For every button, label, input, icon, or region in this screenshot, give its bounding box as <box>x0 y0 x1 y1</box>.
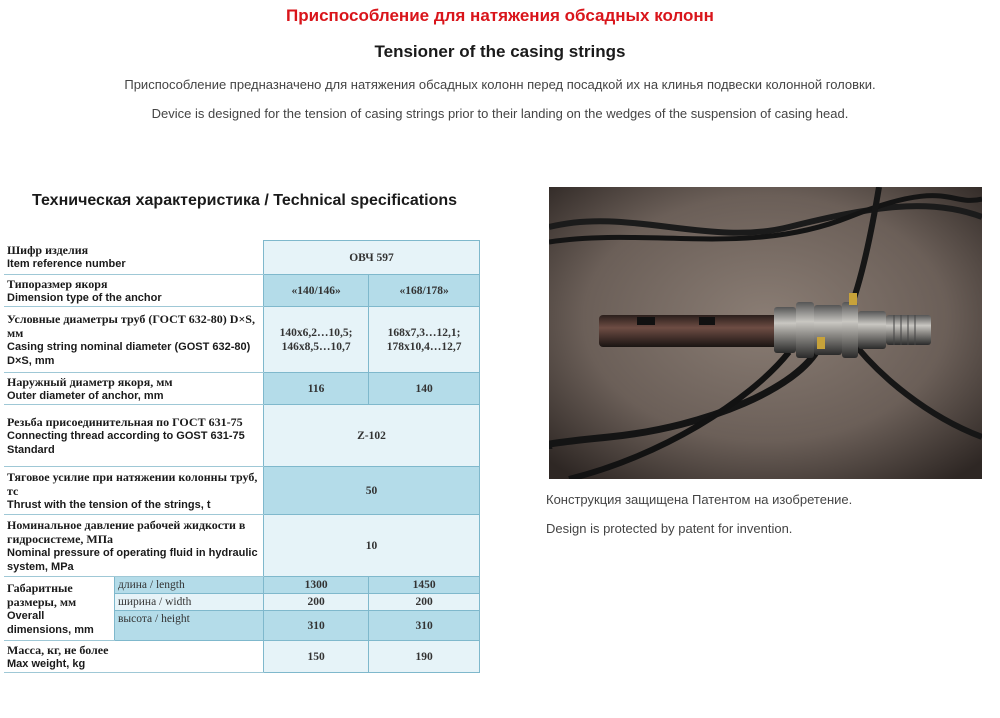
dimension-sublabel: длина / length <box>115 577 264 594</box>
table-row <box>4 577 480 594</box>
value-cell: 116 <box>264 373 369 405</box>
specs-table <box>4 240 480 673</box>
table-row <box>4 275 480 307</box>
label-ru: Резьба присоединительная по ГОСТ 631-75 <box>7 414 243 429</box>
row-label <box>4 307 264 373</box>
value-cell: 1300 <box>264 577 369 594</box>
row-label <box>4 515 264 577</box>
row-label <box>4 373 264 405</box>
row-label <box>4 275 264 307</box>
row-label <box>4 641 264 673</box>
specs-heading: Техническая характеристика / Technical specifications <box>32 192 458 209</box>
label-ru: Масса, кг, не более <box>7 642 109 657</box>
dimension-sublabel: высота / height <box>115 611 264 641</box>
value-cell: 140 <box>369 373 480 405</box>
value-cell: 310 <box>264 611 369 641</box>
photo-caption-en: Design is protected by patent for invention. <box>546 521 793 536</box>
description-en: Device is designed for the tension of casing strings prior to their landing on the wedges of the suspension of casing head. <box>151 106 849 121</box>
value-cell: 200 <box>369 594 480 611</box>
value-cell: 1450 <box>369 577 480 594</box>
value-cell: 50 <box>264 467 480 515</box>
table-row <box>4 241 480 275</box>
value-cell: 10 <box>264 515 480 577</box>
page-title-ru: Приспособление для натяжения обсадных колонн <box>286 6 714 25</box>
value-cell: Z-102 <box>264 405 480 467</box>
value-cell: 200 <box>264 594 369 611</box>
table-row <box>4 373 480 405</box>
description-ru: Приспособление предназначено для натяжения обсадных колонн перед посадкой их на клинья подвески колонной головки. <box>124 77 876 92</box>
value-cell: 190 <box>369 641 480 673</box>
label-en: Casing string nominal diameter (GOST 632-80) D×S, mm <box>7 340 251 367</box>
row-label <box>4 241 264 275</box>
label-en: Max weight, kg <box>7 657 86 670</box>
label-ru: Условные диаметры труб (ГОСТ 632-80) D×S, мм <box>7 311 255 340</box>
product-photo <box>549 187 982 479</box>
label-en: Item reference number <box>7 258 126 271</box>
label-en: Dimension type of the anchor <box>7 291 162 304</box>
page-title-en: Tensioner of the casing strings <box>374 42 626 61</box>
row-label <box>4 405 264 467</box>
value-cell: ОВЧ 597 <box>264 241 480 275</box>
value-cell: 150 <box>264 641 369 673</box>
table-row <box>4 515 480 577</box>
label-en: Outer diameter of anchor, mm <box>7 389 164 402</box>
label-en: Overall dimensions, mm <box>7 609 94 636</box>
label-en: Thrust with the tension of the strings, t <box>7 498 211 511</box>
label-ru: Габаритные размеры, мм <box>7 580 77 609</box>
label-ru: Типоразмер якоря <box>7 276 108 291</box>
label-en: Connecting thread according to GOST 631-75 Standard <box>7 429 245 456</box>
value-cell: 140х6,2…10,5; 146х8,5…10,7 <box>264 307 369 373</box>
value-cell: «140/146» <box>264 275 369 307</box>
value-cell: 168х7,3…12,1; 178х10,4…12,7 <box>369 307 480 373</box>
value-cell: 310 <box>369 611 480 641</box>
label-ru: Тяговое усилие при натяжении колонны труб, тс <box>7 469 258 498</box>
table-row <box>4 307 480 373</box>
label-ru: Номинальное давление рабочей жидкости в гидросистеме, МПа <box>7 517 246 546</box>
value-cell: «168/178» <box>369 275 480 307</box>
label-ru: Шифр изделия <box>7 243 89 258</box>
label-ru: Наружный диаметр якоря, мм <box>7 374 173 389</box>
label-en: Nominal pressure of operating fluid in hydraulic system, MPa <box>7 546 258 573</box>
table-row <box>4 641 480 673</box>
table-row <box>4 405 480 467</box>
row-label <box>4 467 264 515</box>
row-label <box>4 577 115 641</box>
photo-caption-ru: Конструкция защищена Патентом на изобретение. <box>546 492 853 507</box>
dimension-sublabel: ширина / width <box>115 594 264 611</box>
table-row <box>4 467 480 515</box>
